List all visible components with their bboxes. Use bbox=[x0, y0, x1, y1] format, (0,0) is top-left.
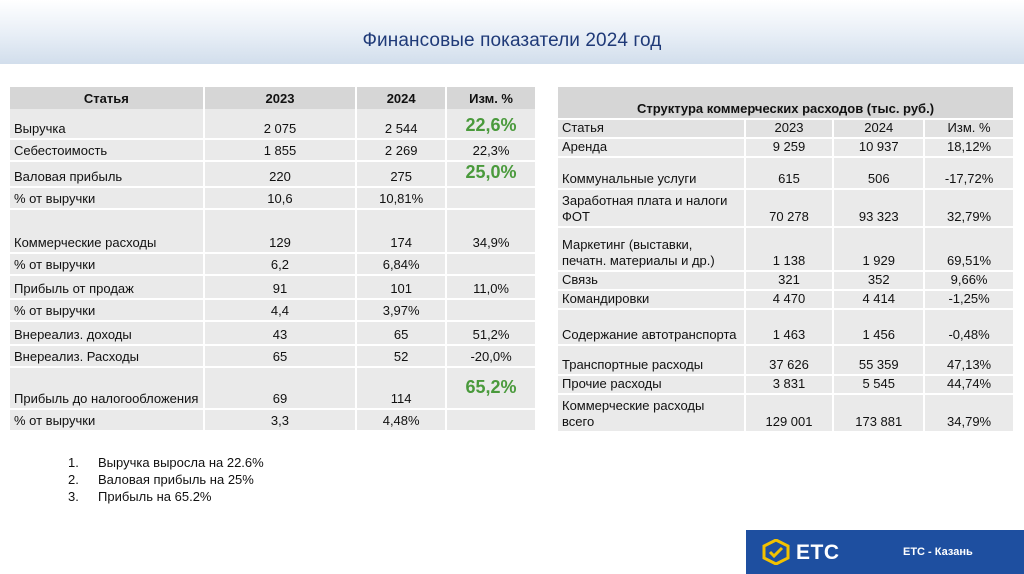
value-2024: 173 881 bbox=[833, 394, 924, 432]
change-percent bbox=[446, 409, 536, 431]
slide-title: Финансовые показатели 2024 год bbox=[362, 30, 662, 51]
row-label: Валовая прибыль bbox=[10, 161, 204, 187]
value-2023: 3,3 bbox=[204, 409, 357, 431]
table-row bbox=[558, 138, 1014, 157]
row-label: % от выручки bbox=[10, 187, 204, 209]
row-label: % от выручки bbox=[10, 253, 204, 275]
table-row bbox=[10, 187, 536, 209]
table-row bbox=[10, 345, 536, 367]
row-label: Аренда bbox=[558, 138, 745, 157]
change-percent: 32,79% bbox=[924, 189, 1014, 227]
change-percent: 11,0% bbox=[446, 275, 536, 299]
table-row bbox=[10, 109, 536, 139]
value-2024: 55 359 bbox=[833, 345, 924, 375]
value-2023: 2 075 bbox=[204, 109, 357, 139]
header-cell: 2024 bbox=[356, 87, 446, 109]
value-2024: 6,84% bbox=[356, 253, 446, 275]
value-2024: 4 414 bbox=[833, 290, 924, 309]
value-2023: 3 831 bbox=[745, 375, 834, 394]
value-2024: 174 bbox=[356, 209, 446, 253]
table-row bbox=[558, 345, 1014, 375]
change-percent: 22,6% bbox=[446, 109, 536, 139]
table-row bbox=[558, 290, 1014, 309]
change-percent: 18,12% bbox=[924, 138, 1014, 157]
value-2023: 70 278 bbox=[745, 189, 834, 227]
change-percent: -20,0% bbox=[446, 345, 536, 367]
row-label: Коммерческие расходы всего bbox=[558, 394, 745, 432]
table-row bbox=[10, 367, 536, 409]
list-number: 3. bbox=[68, 489, 79, 504]
value-2024: 65 bbox=[356, 321, 446, 345]
value-2023: 1 138 bbox=[745, 227, 834, 271]
slide-header bbox=[0, 0, 1024, 64]
change-percent: -17,72% bbox=[924, 157, 1014, 189]
value-2024: 2 544 bbox=[356, 109, 446, 139]
list-item bbox=[68, 454, 264, 471]
change-percent: 44,74% bbox=[924, 375, 1014, 394]
value-2024: 10 937 bbox=[833, 138, 924, 157]
value-2023: 1 463 bbox=[745, 309, 834, 345]
value-2024: 114 bbox=[356, 367, 446, 409]
row-label: Себестоимость bbox=[10, 139, 204, 161]
list-text: Выручка выросла на 22.6% bbox=[98, 455, 264, 470]
change-percent: 65,2% bbox=[446, 367, 536, 409]
value-2024: 506 bbox=[833, 157, 924, 189]
list-text: Валовая прибыль на 25% bbox=[98, 472, 254, 487]
change-percent: 69,51% bbox=[924, 227, 1014, 271]
list-text: Прибыль на 65.2% bbox=[98, 489, 212, 504]
row-label: Внереализ. доходы bbox=[10, 321, 204, 345]
value-2024: 10,81% bbox=[356, 187, 446, 209]
etc-logo-icon bbox=[762, 539, 790, 565]
footer-city-label: ETC - Казань bbox=[903, 546, 973, 558]
table-caption-row bbox=[558, 87, 1014, 119]
value-2024: 275 bbox=[356, 161, 446, 187]
change-percent: 9,66% bbox=[924, 271, 1014, 290]
value-2023: 220 bbox=[204, 161, 357, 187]
value-2024: 1 456 bbox=[833, 309, 924, 345]
value-2024: 4,48% bbox=[356, 409, 446, 431]
list-item bbox=[68, 471, 264, 488]
value-2023: 10,6 bbox=[204, 187, 357, 209]
value-2024: 1 929 bbox=[833, 227, 924, 271]
table-row bbox=[10, 209, 536, 253]
value-2024: 52 bbox=[356, 345, 446, 367]
value-2024: 3,97% bbox=[356, 299, 446, 321]
value-2023: 4,4 bbox=[204, 299, 357, 321]
row-label: Коммерческие расходы bbox=[10, 209, 204, 253]
summary-notes-list bbox=[68, 454, 264, 505]
value-2023: 1 855 bbox=[204, 139, 357, 161]
change-percent: 25,0% bbox=[446, 161, 536, 187]
row-label: Прибыль до налогообложения bbox=[10, 367, 204, 409]
change-percent: 34,79% bbox=[924, 394, 1014, 432]
table-row bbox=[558, 157, 1014, 189]
table-row bbox=[558, 227, 1014, 271]
header-cell: 2024 bbox=[833, 119, 924, 138]
row-label: Связь bbox=[558, 271, 745, 290]
table-row bbox=[10, 275, 536, 299]
header-cell: 2023 bbox=[745, 119, 834, 138]
table-row bbox=[10, 299, 536, 321]
value-2023: 129 bbox=[204, 209, 357, 253]
header-cell: Изм. % bbox=[446, 87, 536, 109]
value-2023: 6,2 bbox=[204, 253, 357, 275]
list-number: 1. bbox=[68, 455, 79, 470]
change-percent bbox=[446, 299, 536, 321]
change-percent: -1,25% bbox=[924, 290, 1014, 309]
value-2024: 2 269 bbox=[356, 139, 446, 161]
header-cell: Статья bbox=[558, 119, 745, 138]
change-percent bbox=[446, 187, 536, 209]
table-row bbox=[10, 161, 536, 187]
change-percent: 51,2% bbox=[446, 321, 536, 345]
table-row bbox=[10, 139, 536, 161]
table-row bbox=[10, 409, 536, 431]
list-item bbox=[68, 488, 264, 505]
row-label: Прибыль от продаж bbox=[10, 275, 204, 299]
header-cell: Изм. % bbox=[924, 119, 1014, 138]
value-2023: 91 bbox=[204, 275, 357, 299]
table-header-row bbox=[10, 87, 536, 109]
table-row bbox=[10, 321, 536, 345]
change-percent bbox=[446, 253, 536, 275]
row-label: Заработная плата и налоги ФОТ bbox=[558, 189, 745, 227]
table-row bbox=[558, 375, 1014, 394]
row-label: Выручка bbox=[10, 109, 204, 139]
footer-bar bbox=[746, 530, 1024, 574]
value-2023: 65 bbox=[204, 345, 357, 367]
table-row bbox=[558, 394, 1014, 432]
value-2023: 4 470 bbox=[745, 290, 834, 309]
value-2023: 615 bbox=[745, 157, 834, 189]
value-2023: 43 bbox=[204, 321, 357, 345]
row-label: Командировки bbox=[558, 290, 745, 309]
value-2024: 101 bbox=[356, 275, 446, 299]
row-label: Маркетинг (выставки, печатн. материалы и др.) bbox=[558, 227, 745, 271]
row-label: Содержание автотранспорта bbox=[558, 309, 745, 345]
value-2023: 69 bbox=[204, 367, 357, 409]
value-2023: 9 259 bbox=[745, 138, 834, 157]
table-row bbox=[558, 309, 1014, 345]
etc-logo bbox=[762, 539, 846, 565]
row-label: Внереализ. Расходы bbox=[10, 345, 204, 367]
row-label: Транспортные расходы bbox=[558, 345, 745, 375]
list-number: 2. bbox=[68, 472, 79, 487]
value-2023: 321 bbox=[745, 271, 834, 290]
value-2023: 37 626 bbox=[745, 345, 834, 375]
table-header-row bbox=[558, 119, 1014, 138]
commercial-expenses-table bbox=[558, 87, 1015, 433]
row-label: % от выручки bbox=[10, 299, 204, 321]
change-percent: 47,13% bbox=[924, 345, 1014, 375]
table-row bbox=[558, 189, 1014, 227]
logo-text: ETC bbox=[796, 541, 840, 564]
table-caption: Структура коммерческих расходов (тыс. руб.) bbox=[558, 87, 1014, 119]
value-2024: 5 545 bbox=[833, 375, 924, 394]
row-label: Коммунальные услуги bbox=[558, 157, 745, 189]
change-percent: 34,9% bbox=[446, 209, 536, 253]
header-cell: Статья bbox=[10, 87, 204, 109]
table-row bbox=[10, 253, 536, 275]
change-percent: 22,3% bbox=[446, 139, 536, 161]
value-2024: 352 bbox=[833, 271, 924, 290]
row-label: Прочие расходы bbox=[558, 375, 745, 394]
table-row bbox=[558, 271, 1014, 290]
financial-indicators-table bbox=[10, 87, 537, 432]
row-label: % от выручки bbox=[10, 409, 204, 431]
header-cell: 2023 bbox=[204, 87, 357, 109]
value-2023: 129 001 bbox=[745, 394, 834, 432]
change-percent: -0,48% bbox=[924, 309, 1014, 345]
value-2024: 93 323 bbox=[833, 189, 924, 227]
